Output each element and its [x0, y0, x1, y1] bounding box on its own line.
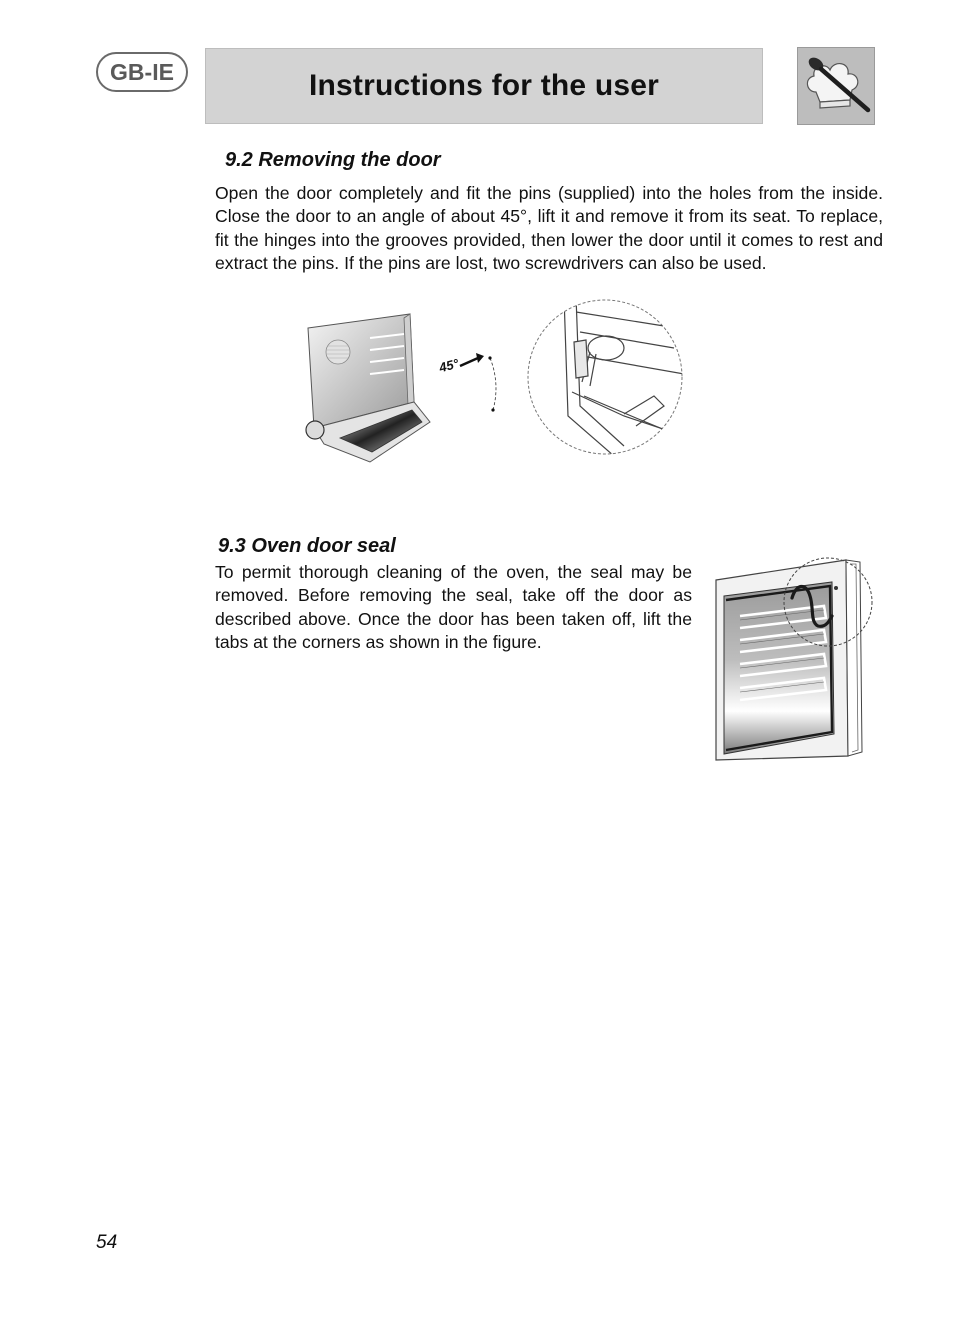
- hinge-detail-illustration: [524, 296, 686, 458]
- language-badge: [96, 52, 188, 92]
- section-body-oven-door-seal: To permit thorough cleaning of the oven, the seal may be removed. Before removing the seal, take off the door as described above. Once the door has been taken off, lift the tabs at the corners as shown in the figure.: [215, 562, 692, 653]
- header-bar: [205, 48, 763, 124]
- page-number: 54: [96, 1232, 118, 1253]
- language-badge-label: GB-IE: [110, 58, 174, 85]
- chef-hat-spoon-icon: [797, 47, 875, 125]
- page-title: Instructions for the user: [308, 69, 660, 102]
- angle-label: 45°: [437, 355, 461, 376]
- section-heading-oven-door-seal: 9.3 Oven door seal: [218, 535, 396, 557]
- door-removal-illustration: [300, 310, 500, 470]
- door-seal-illustration: [714, 556, 878, 764]
- section-heading-removing-door: 9.2 Removing the door: [225, 149, 441, 171]
- section-body-removing-door: Open the door completely and fit the pins (supplied) into the holes from the inside. Close the door to an angle of about 45°, lift it and remove it from its seat. To replace, fit the hinges into the grooves provided, then lower the door until it comes to rest and extract the pins. If the pins are lost, two screwdrivers can also be used.: [215, 183, 883, 274]
